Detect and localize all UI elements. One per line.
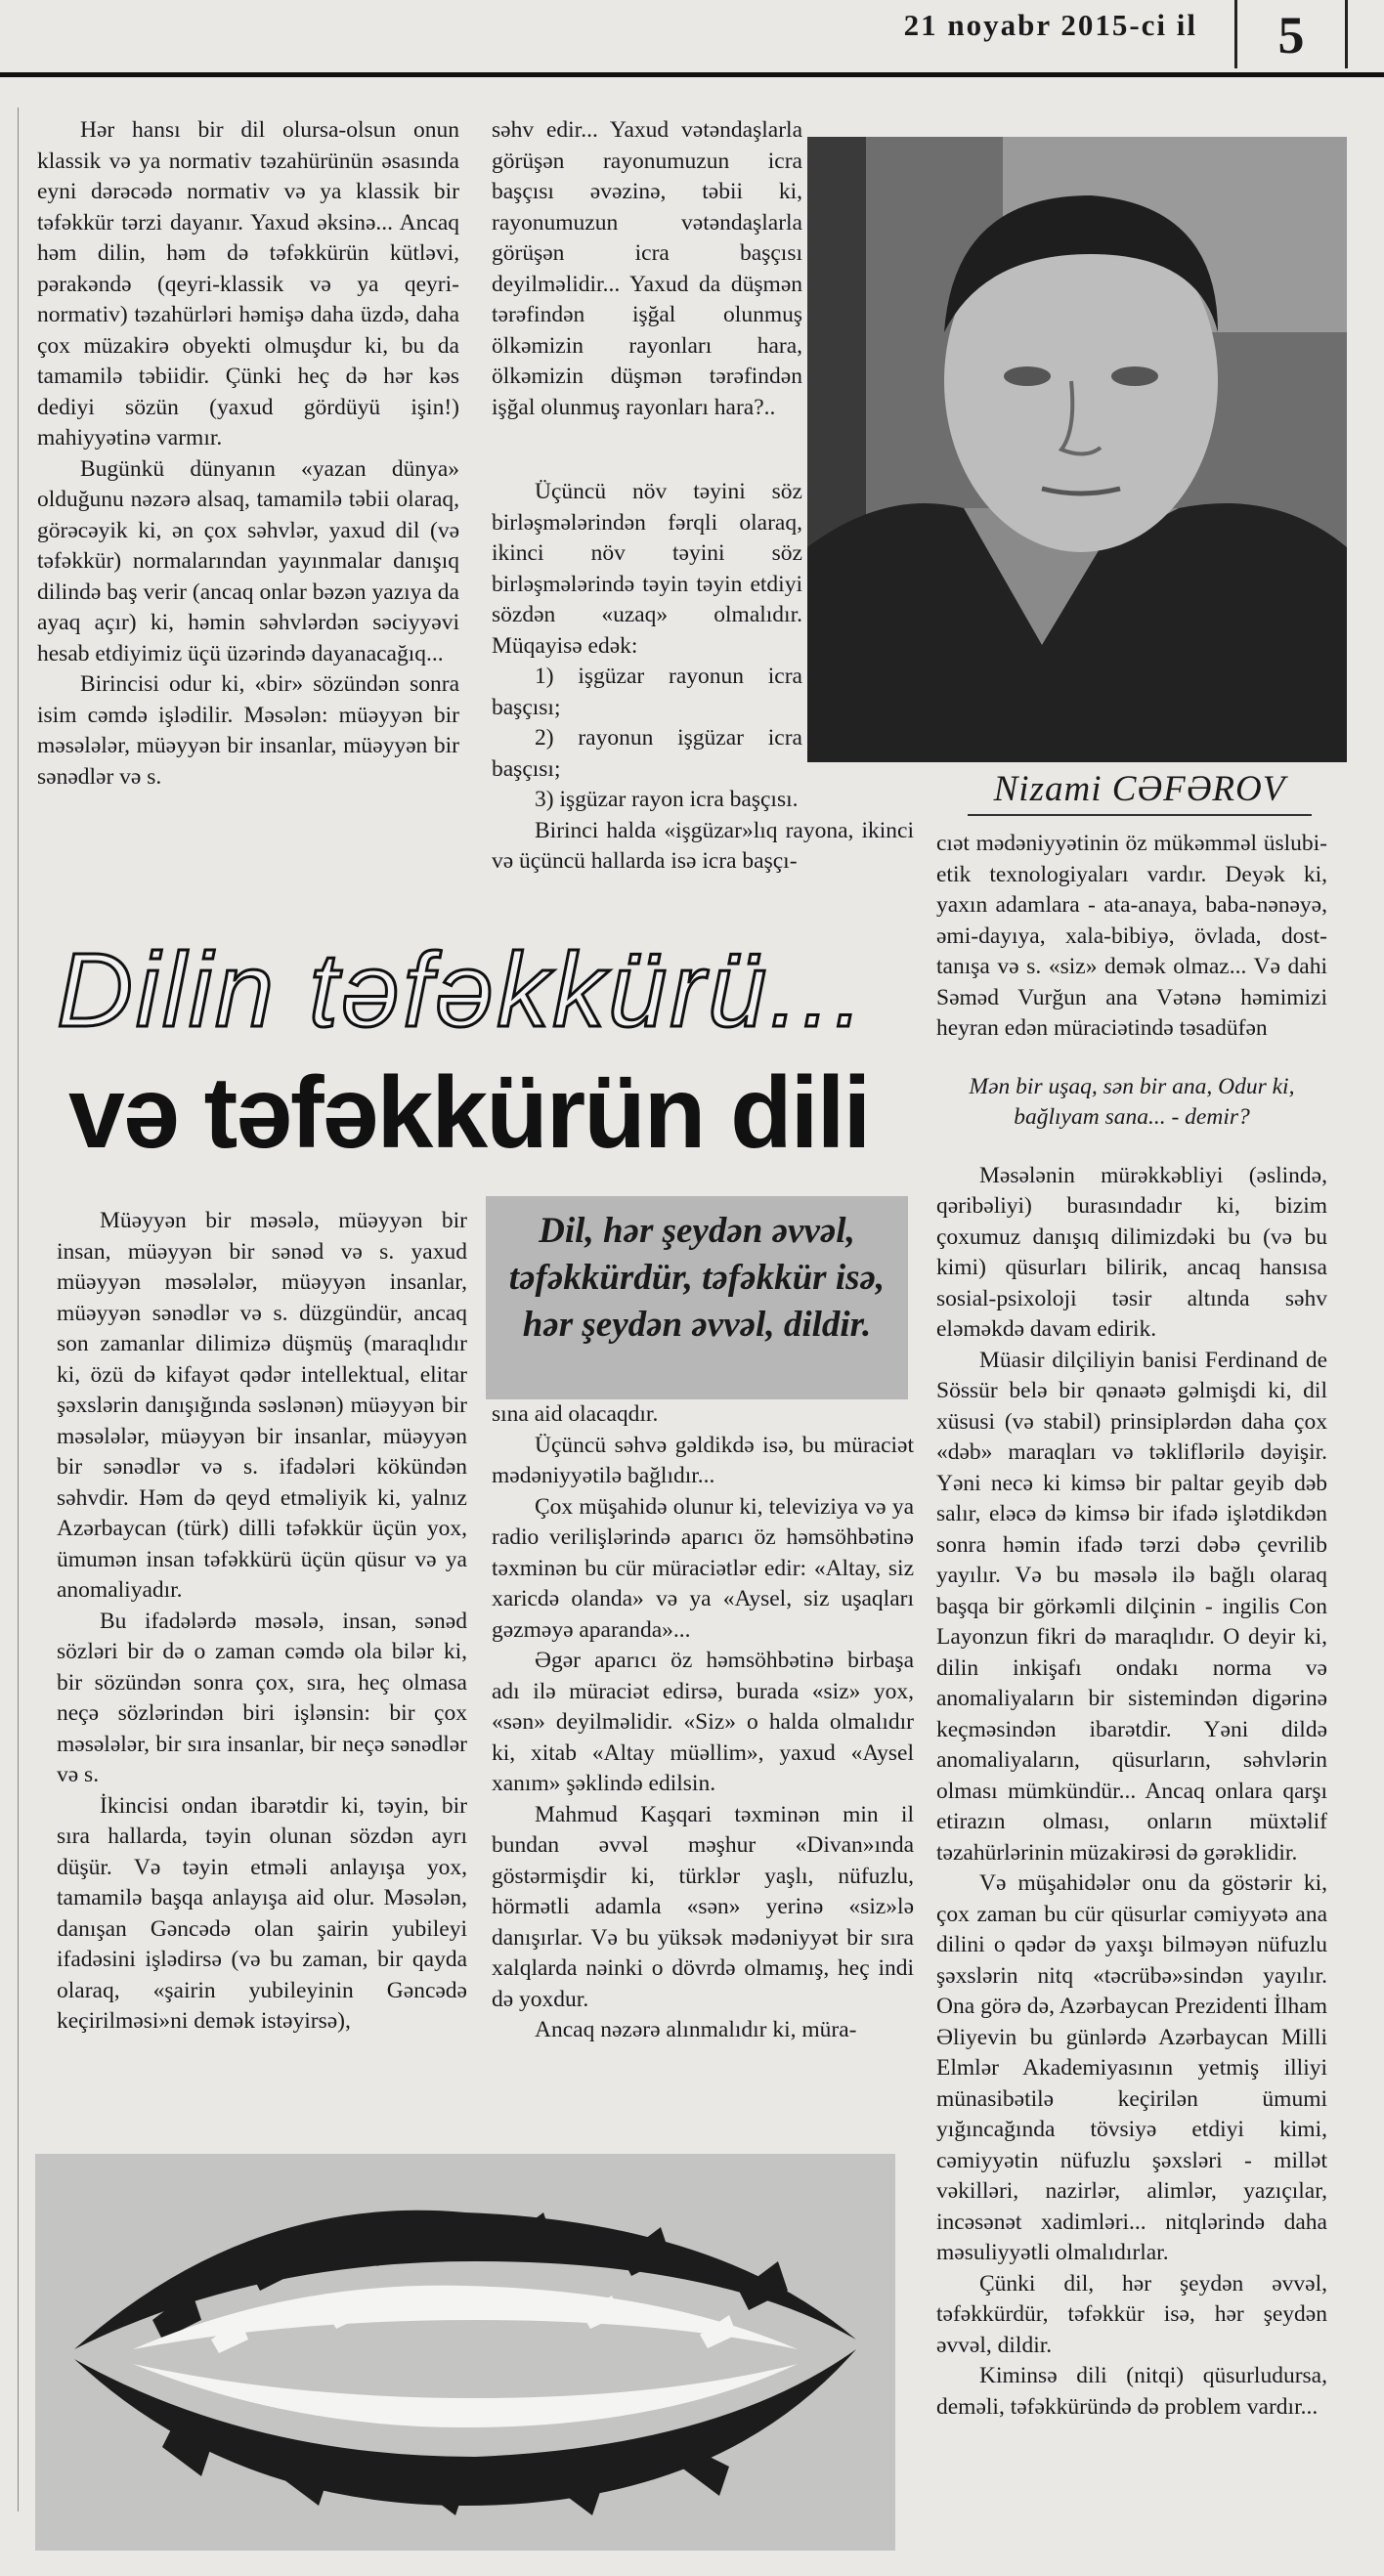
headline-line-2: və təfəkkürün dili xyxy=(68,1056,870,1170)
poem-quote: Mən bir uşaq, sən bir ana, Odur ki, bağlıyam sana... - demir? xyxy=(969,1073,1295,1130)
paragraph: Və müşahidələr onu da göstərir ki, çox zaman bu cür qüsurlar cəmiyyətə ana dilini o qədər də yaxşı bilməyən nüfuzlu şəxslərin nitq «təcrübə»sindən yayılır. Ona görə də, Azərbaycan Prezidenti İlham Əliyevin bu günlərdə Azərbaycan Milli Elmlər Akademiyasının yetmiş illiyi münasibətilə keçirilən ümumi yığıncağında tövsiyə etdiyi kimi, cəmiyyətin nüfuzlu şəxsləri - millət vəkilləri, nazirlər, alimlər, yazıçılar, incəsənət xadimləri... nitqlərində daha məsuliyyətli olmalıdırlar. xyxy=(936,1870,1327,2265)
page-number: 5 xyxy=(1234,0,1348,68)
list-item: 1) işgüzar rayonun icra başçısı; xyxy=(492,664,802,720)
paragraph: Bugünkü dünyanın «yazan dünya» olduğunu nəzərə alsaq, tamamilə təbii olaraq, görəcəyik ki, ən çox səhvlər, yaxud dil (və təfəkkür) normalarından yayınmalar danışıq dilində baş verir (ancaq onlar bəzən yazıya da ayaq açır) ki, həmin səhvlərdən səciyyəvi hesab etdiyimiz üçü üzərində dayanacağıq... xyxy=(37,455,459,666)
paragraph: sına aid olacaqdır. xyxy=(492,1401,659,1427)
paragraph: Bu ifadələrdə məsələ, insan, sənəd sözləri bir də o zaman cəmdə ola bilər ki, bir sözündən sonra çox, sıra, heç olmasa neçə sözlərindən biri işlənsin: bir çox məsələlər, bir sıra insanlar, bir neçə sənədlər və s. xyxy=(57,1608,467,1787)
article-column-1-top xyxy=(37,115,459,793)
paragraph: Çünki dil, hər şeydən əvvəl, təfəkkürdür, təfəkkür isə, hər şeydən əvvəl, dildir. xyxy=(936,2270,1327,2358)
paragraph: Hər hansı bir dil olursa-olsun onun klassik və ya normativ təzahürünün əsasında eyni dərəcədə normativ və ya klassik bir təfəkkür tərzi dayanır. Yaxud əksinə... Ancaq həm dilin, həm də təfəkkürün kütləvi, pərakəndə (qeyri-klassik və ya qeyri-normativ) təzahürləri həmişə daha üzdə, daha çox müzakirə obyekti olmuşdur ki, bu da tamamilə təbiidir. Çünki heç də hər kəs dediyi sözün (yaxud gördüyü işin!) mahiyyətinə varmır. xyxy=(37,117,459,451)
list-item: 2) rayonun işgüzar icra başçısı; xyxy=(492,725,802,782)
paragraph: İkincisi ondan ibarətdir ki, təyin, bir sıra hallarda, təyin olunan sözdən ayrı düşür. Və təyin etməli anlayışa yox, tamamilə başqa anlayışa aid olur. Məsələn, danışan Gəncədə olan şairin yubileyi ifadəsini işlədirsə (və bu zaman, bir qayda olaraq, «şairin yubileyinin Gəncədə keçirilməsi»ni demək istəyirsə), xyxy=(57,1792,467,2034)
paragraph: Məsələnin mürəkkəbliyi (əslində, qəribəliyi) burasındadır ki, bizim çoxumuz danışıq dilimizdəki bu (və bu kimi) qüsurları bilirik, ancaq hansısa sosial-psixoloji təsir altında səhv eləməkdə davam edirik. xyxy=(936,1162,1327,1342)
author-photo xyxy=(807,137,1347,762)
paragraph: Müasir dilçiliyin banisi Ferdinand de Sössür belə bir qənaətə gəlmişdi ki, dil xüsusi (və stabil) prinsiplərdən daha çox «dəb» maraqları və təkliflərilə dəyişir. Yəni necə ki kimsə bir paltar geyib dəb salır, eləcə də kimsə bir ifadə işlətdikdən sonra həmin ifadə tərzi dəbə çevrilib yayılır. Və bu məsələ ilə bağlı olaraq başqa bir görkəmli dilçinin - ingilis Con Layonzun fikri də maraqlıdır. O deyir ki, dilin inkişafı ondakı norma və anomaliyaların bir sistemindən digərinə keçməsindən ibarətdir. Yəni dildə anomaliyaların, qüsurların, səhvlərin olması mümkündür... Ancaq onlara qarşı etirazın olması, onların müxtəlif təzahürlərinin müzakirəsi də gərəklidir. xyxy=(936,1347,1327,1866)
article-column-2-top xyxy=(492,115,802,423)
paragraph: Ancaq nəzərə alınmalıdır ki, müra- xyxy=(535,2017,857,2042)
ornament-illustration xyxy=(35,2154,895,2551)
article-column-3 xyxy=(936,829,1327,2423)
article-column-1-bottom xyxy=(57,1206,467,2038)
article-column-2-bottom xyxy=(492,1399,914,2046)
paragraph: Kiminsə dili (nitqi) qüsurludursa, deməli, təfəkküründə də problem vardır... xyxy=(936,2363,1327,2420)
paragraph: Üçüncü səhvə gəldikdə isə, bu müraciət mədəniyyətilə bağlıdır... xyxy=(492,1432,914,1488)
paragraph: Çox müşahidə olunur ki, televiziya və ya radio verilişlərində aparıcı öz həmsöhbətinə təxminən bu cür müraciətlər edir: «Altay, siz xaricdə olanda» və ya «Aysel, siz uşaqları gəzməyə aparanda»... xyxy=(492,1493,914,1643)
paragraph: Mahmud Kaşqari təxminən min il bundan əvvəl məşhur «Divan»ında göstərmişdir ki, türklər yaşlı, nüfuzlu, hörmətli adamla «sən» yerinə «siz»lə danışırlar. Və bu yüksək mədəniyyət bir sıra xalqlarda nəinki o dövrdə olmamış, heç indi də yoxdur. xyxy=(492,1801,914,2012)
paragraph: səhv edir... Yaxud vətəndaşlarla görüşən rayonumuzun icra başçısı əvəzinə, təbii ki, rayonumuzun vətəndaşlarla görüşən icra başçısı deyilməlidir... Yaxud da düşmən tərəfindən işğal olunmuş ölkəmizin rayonları hara, ölkəmizin düşmən tərəfindən işğal olunmuş rayonları hara?.. xyxy=(492,117,802,420)
paragraph: Birincisi odur ki, «bir» sözündən sonra isim cəmdə işlədilir. Məsələn: müəyyən bir məsələlər, müəyyən bir insanlar, müəyyən bir sənədlər və s. xyxy=(37,671,459,790)
list-item: 3) işgüzar rayon icra başçısı. xyxy=(535,787,799,812)
article-column-2-mid xyxy=(492,477,914,878)
column-rule xyxy=(18,107,19,2512)
paragraph: Müəyyən bir məsələ, müəyyən bir insan, müəyyən bir sənəd və s. yaxud müəyyən məsələlər, müəyyən insanlar, müəyyən sənədlər və s. düzgündür, ancaq son zamanlar dilimizə düşmüş (maraqlıdır ki, özü də kifayət qədər intellektual, elitar şəxslərin danışığında səslənən) müəyyən bir məsələlər, müəyyən bir insanlar, müəyyən bir sənədlər və s. ifadələri kökündən səhvdir. Həm də qeyd etməliyik ki, yalnız Azərbaycan (türk) dilli təfəkkür üçün yox, ümumən insan təfəkkürü üçün qüsur və ya anomaliyadır. xyxy=(57,1208,467,1603)
paragraph: cıət mədəniyyətinin öz mükəmməl üslubi-etik texnologiyaları vardır. Deyək ki, yaxın adamlara - ata-anaya, baba-nənəyə, əmi-dayıya, xala-bibiyə, övlada, dost-tanışa və s. «siz» demək olmaz... Və dahi Səməd Vurğun ana Vətənə həmimizi heyran edən müraciətində təsadüfən xyxy=(936,831,1327,1041)
header-rule xyxy=(0,72,1384,77)
headline-line-1: Dilin təfəkkürü... xyxy=(57,930,867,1049)
pull-quote: Dil, hər şeydən əvvəl, təfəkkürdür, təfəkkür isə, hər şeydən əvvəl, dildir. xyxy=(486,1196,908,1399)
paragraph: Əgər aparıcı öz həmsöhbətinə birbaşa adı ilə müraciət edirsə, burada «siz» yox, «sən» deyilməlidir. «Siz» o halda olmalıdır ki, xitab «Altay müəllim», yaxud «Aysel xanım» şəklində edilsin. xyxy=(492,1648,914,1796)
paragraph: Üçüncü növ təyini söz birləşmələrindən fərqli olaraq, ikinci növ təyini söz birləşmələrində təyin təyin etdiyi sözdən «uzaq» olmalıdır. Müqayisə edək: xyxy=(492,479,802,659)
paragraph: Birinci halda «işgüzar»lıq rayona, ikinci və üçüncü hallarda isə icra başçı- xyxy=(492,817,914,874)
author-name: Nizami CƏFƏROV xyxy=(968,768,1312,816)
issue-date: 21 noyabr 2015-ci il xyxy=(903,8,1197,42)
